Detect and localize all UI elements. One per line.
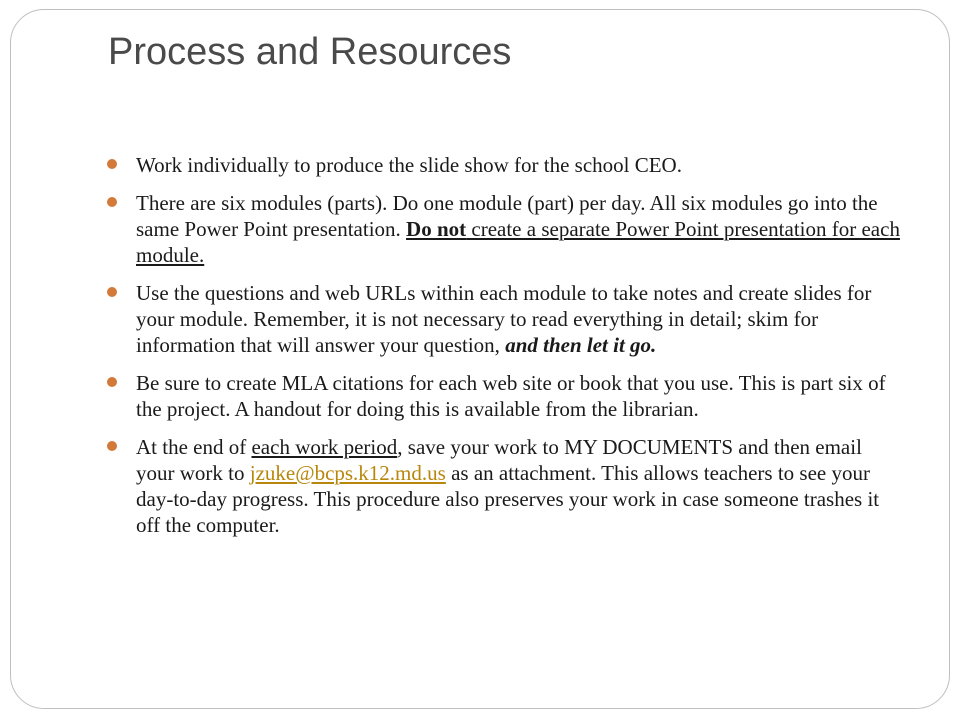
bullet-text: Work individually to produce the slide show for the school CEO. xyxy=(136,153,682,177)
emphasis-underlined-text: create a separate Power Point presentation for each module. xyxy=(136,217,900,267)
bullet-text: Be sure to create MLA citations for each web site or book that you use. This is part six of the project. A handout for doing this is available from the librarian. xyxy=(136,371,886,421)
emphasis-each-work-period: each work period xyxy=(251,435,398,459)
bullet-item-six-modules xyxy=(100,190,900,268)
bullet-text: Use the questions and web URLs within each module to take notes and create slides for your module. Remember, it is not necessary to read everything in detail; skim for information that will answer your question, xyxy=(136,281,872,357)
bullet-dot-icon xyxy=(107,441,117,451)
bullet-item-save-work xyxy=(100,434,900,538)
bullet-item-questions-urls xyxy=(100,280,900,358)
bullet-text: At the end of xyxy=(136,435,252,459)
emphasis-let-it-go: and then let it go. xyxy=(505,333,657,357)
emphasis-do-not: Do not xyxy=(406,217,467,241)
slide-title: Process and Resources xyxy=(108,31,512,73)
bullet-list xyxy=(100,152,900,550)
bullet-text: There are six modules (parts). Do one module (part) per day. All six modules go into the same Power Point presentation. xyxy=(136,191,878,241)
bullet-text-continued: , save your work to MY DOCUMENTS and then email your work to xyxy=(136,435,862,485)
bullet-item-mla-citations xyxy=(100,370,900,422)
bullet-text-end: as an attachment. This allows teachers to see your day-to-day progress. This procedure also preserves your work in case someone trashes it off the computer. xyxy=(136,461,880,537)
bullet-dot-icon xyxy=(107,377,117,387)
bullet-dot-icon xyxy=(107,197,117,207)
bullet-item-work-individually xyxy=(100,152,900,178)
email-link[interactable]: jzuke@bcps.k12.md.us xyxy=(249,461,446,485)
bullet-dot-icon xyxy=(107,159,117,169)
bullet-dot-icon xyxy=(107,287,117,297)
